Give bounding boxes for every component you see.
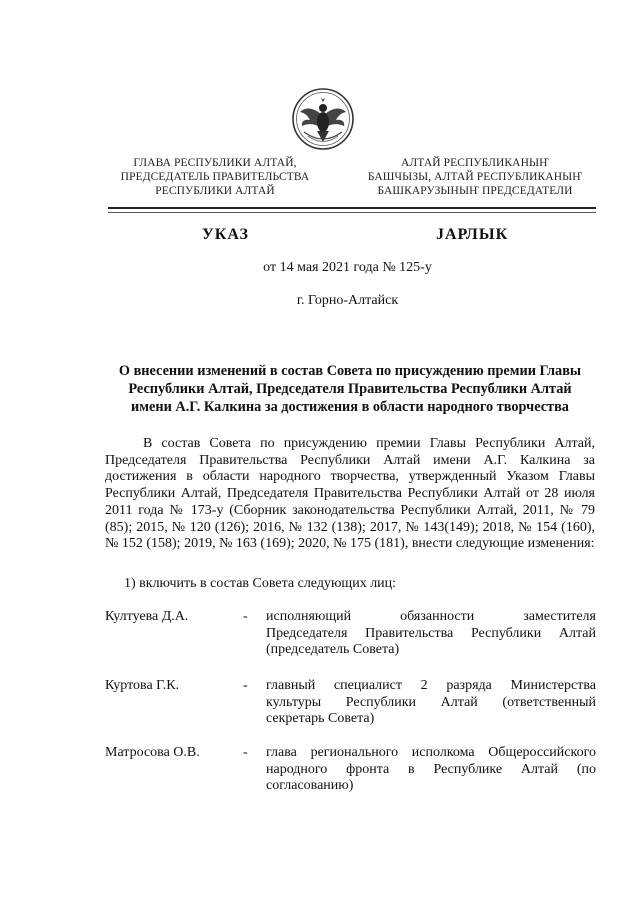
member-description-line: секретарь Совета) [266, 711, 375, 727]
member-description-line: глава регионального исполкома Общероссийского [266, 745, 596, 760]
member-description-line: народного фронта в Республике Алтай (по [266, 761, 596, 777]
header-right-line: БАШЧЫЗЫ, АЛТАЙ РЕСПУБЛИКАНЫҤ [367, 171, 583, 183]
subject-line: имени А.Г. Калкина за достижения в области народного творчества [131, 399, 569, 415]
member-description-line: исполняющий обязанности заместителя [266, 609, 596, 624]
member-description-line: главный специалист 2 разряда Министерства [266, 678, 596, 693]
subject-line: Республики Алтай, Председателя Правительства Республики Алтай [128, 381, 572, 397]
member-description-line: Председателя Правительства Республики Алтай [266, 625, 596, 641]
member-name: Куртова Г.К. [105, 678, 180, 693]
member-dash: - [243, 745, 248, 760]
member-dash: - [243, 609, 248, 624]
header-divider-thick [108, 207, 596, 209]
header-right-line: АЛТАЙ РЕСПУБЛИКАНЫҤ [401, 157, 549, 169]
header-divider-thin [108, 212, 596, 213]
subject-line: О внесении изменений в состав Совета по присуждению премии Главы [118, 363, 582, 379]
member-name: Култуева Д.А. [105, 609, 189, 624]
member-description [266, 609, 596, 659]
header-left-line: ГЛАВА РЕСПУБЛИКИ АЛТАЙ, [133, 157, 297, 169]
member-dash: - [243, 678, 248, 693]
member-name: Матросова О.В. [105, 745, 200, 760]
title-jarlyk: JАРЛЫК [436, 226, 509, 243]
decree-city: г. Горно-Алтайск [296, 293, 399, 308]
header-left-line: ПРЕДСЕДАТЕЛЬ ПРАВИТЕЛЬСТВА [120, 171, 310, 183]
member-description [266, 678, 596, 728]
coat-of-arms-icon [290, 86, 356, 152]
decree-subject [105, 362, 595, 416]
member-description [266, 745, 596, 795]
header-left-line: РЕСПУБЛИКИ АЛТАЙ [155, 185, 275, 197]
member-description-line: согласованию) [266, 778, 354, 794]
decree-body-paragraph: В состав Совета по присуждению премии Главы Республики Алтай, Председателя Правительства Республики Алтай имени А.Г. Калкина за достижения в области народного творчества, утвержденный Указом Главы Республики Алтай, Председателя Правительства Республики Алтай от 28 июля 2011 года № 173-у (Сборник законодательства Республики Алтай, 2011, № 79 (85); 2015, № 120 (126); 2016, № 132 (138); 2017, № 143(149); 2018, № 154 (160), № 152 (158); 2019, № 163 (169); 2020, № 175 (181), внести следующие изменения: [105, 436, 595, 552]
title-ukaz: УКАЗ [202, 226, 249, 243]
header-left-block [100, 156, 330, 198]
header-right-block [340, 156, 610, 198]
decree-date: от 14 мая 2021 года № 125-у [263, 260, 432, 275]
header-right-line: БАШКАРУЗЫНЫҤ ПРЕДСЕДАТЕЛИ [377, 185, 573, 197]
list-item-1: 1) включить в состав Совета следующих лиц: [124, 576, 397, 591]
member-description-line: культуры Республики Алтай (ответственный [266, 694, 596, 710]
member-description-line: (председатель Совета) [266, 642, 400, 658]
